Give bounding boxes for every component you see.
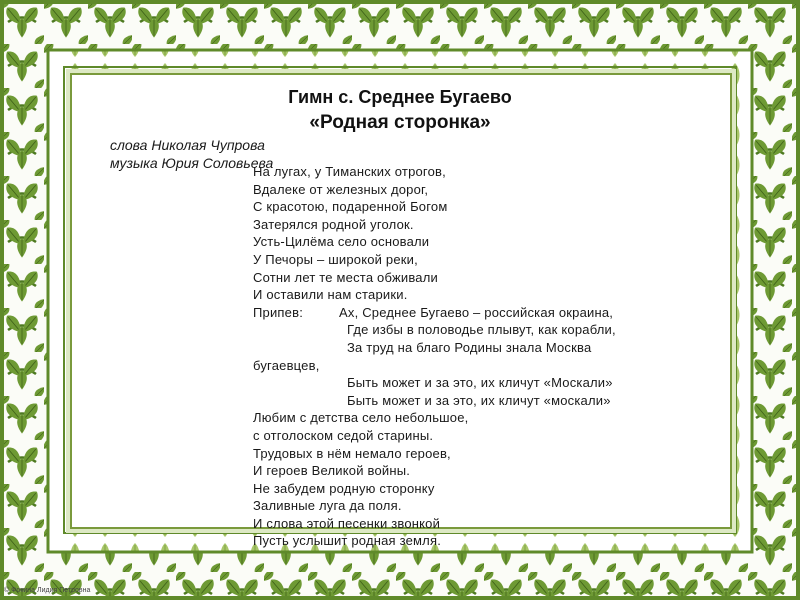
chorus-line: Где избы в половодье плывут, как корабли, <box>347 322 616 338</box>
verse-line: Любим с детства село небольшое, <box>253 410 469 426</box>
song-title: «Родная сторонка» <box>309 112 491 133</box>
poem-text <box>253 163 723 550</box>
verse-line: И героев Великой войны. <box>253 463 411 479</box>
chorus-line: Быть может и за это, их кличут «москали» <box>347 392 611 408</box>
verse-line: Затерялся родной уголок. <box>253 216 414 232</box>
chorus-line: Быть может и за это, их кличут «Москали» <box>347 375 613 391</box>
verse-line: Трудовых в нём немало героев, <box>253 445 451 461</box>
chorus-line-wrap: бугаевцев, <box>253 357 320 373</box>
chorus-line <box>253 304 723 322</box>
chorus-first-line: Ах, Среднее Бугаево – российская окраина, <box>339 304 614 320</box>
verse-line: с отголоском седой старины. <box>253 427 434 443</box>
lyrics-credit: слова Николая Чупрова <box>110 137 265 153</box>
verse-line: И слова этой песенки звонкой <box>253 515 441 531</box>
page-title: Гимн с. Среднее Бугаево <box>288 87 512 107</box>
verse-line: И оставили нам старики. <box>253 287 408 303</box>
verse-line: На лугах, у Тиманских отрогов, <box>253 164 446 179</box>
chorus-label: Припев: <box>253 304 304 320</box>
copyright-watermark: © Фокина Лидия Петровна <box>4 587 91 594</box>
chorus-line: За труд на благо Родины знала Москва <box>347 339 592 355</box>
verse-line: Вдалеке от железных дорог, <box>253 181 429 197</box>
music-credit: музыка Юрия Соловьева <box>110 155 274 171</box>
verse-line: Заливные луга да поля. <box>253 498 402 514</box>
verse-line: Пусть услышит родная земля. <box>253 533 442 549</box>
verse-line: У Печоры – широкой реки, <box>253 251 418 267</box>
verse-line: С красотою, подаренной Богом <box>253 199 448 215</box>
verse-line: Усть-Цилёма село основали <box>253 234 430 250</box>
verse-line: Сотни лет те места обживали <box>253 269 438 285</box>
verse-line: Не забудем родную сторонку <box>253 480 435 496</box>
